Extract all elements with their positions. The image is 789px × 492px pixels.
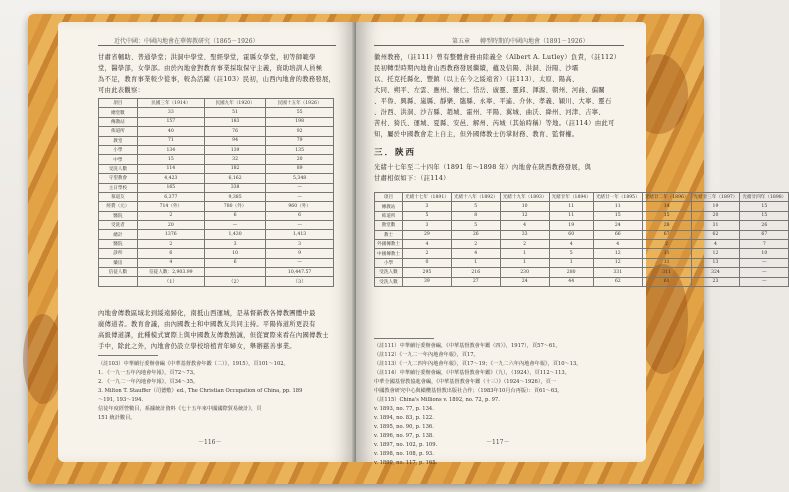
right-intro-text [374,52,628,140]
table-row [99,268,334,277]
table-cell: 3 [204,239,265,248]
table-cell: — [266,221,334,230]
footnote: 中國教會研究中心與橄欖基督教出版社合作；（1983年10月台再版）：頁61～63。 [374,388,563,394]
table-row [99,155,334,164]
text-line: 、汾西、洪洞、沙吉縣、趙城、霍州、平陽、翼城、曲沃、絳州、河津、吉寧、 [374,109,605,116]
table-cell: 27 [451,277,500,286]
table-cell: 61 [642,277,691,286]
table-row [375,230,789,239]
table-cell: 51 [204,108,265,117]
table-cell: 1376 [137,230,204,239]
table-header: 光緒十八年（1892） [451,193,500,202]
table-cell: 12 [593,258,642,267]
table-cell: 157 [137,117,204,126]
table-row [375,249,789,258]
table-cell: 外國傳教士 [375,239,403,248]
table-cell: 32 [204,155,265,164]
left-footnotes [98,360,338,423]
table-cell: 5,348 [266,174,334,183]
table-row [99,145,334,154]
table-header: 民國三年（1914） [137,99,204,108]
table-cell: — [266,258,334,267]
table-cell: 66 [593,230,642,239]
chapter-label: 第五章 [452,38,471,45]
text-line: 甘肅相似如下：（註114） [374,175,450,182]
table-cell: 2 [451,239,500,248]
table-cell: 信徒人數 [99,268,138,277]
table-cell: 4 [593,239,642,248]
footnote: （註112）《一九二一年內地會年報》，頁17。 [374,352,479,358]
table-cell: 280 [549,268,593,277]
table-cell: 198 [266,117,334,126]
table-cell: 67 [740,230,789,239]
table-header: 光緒廿一年（1895） [593,193,642,202]
table-cell: 79 [266,136,334,145]
table-cell: 傳教站 [99,117,138,126]
text-line: 廣傳道者。教育會議，由內國教士和中國教友共同主持。平陽佈道所更設有 [98,321,316,328]
table-header: 項目 [375,193,403,202]
table-row [375,211,789,220]
table-cell: 醫院 [99,211,138,220]
table-cell: 6,162 [204,174,265,183]
right-page [356,22,787,466]
table-header: 項目 [99,99,138,108]
table-cell: 守望教會 [99,174,138,183]
footnote: v. 1898, no. 108, p. 93. [374,451,434,457]
table-cell: 教士 [375,230,403,239]
table-row [99,202,334,211]
table-header: 光緒十九年（1893） [500,193,549,202]
table-cell: 76 [204,127,265,136]
table-cell: 24 [500,277,549,286]
footnote: 3. Milton T. Stauffer（司德敷）ed., The Christian Occupation of China, pp. 189 [98,388,303,394]
table-cell: 11 [642,258,691,267]
table-row [99,108,334,117]
table-cell: 6 [204,258,265,267]
table-header: 光緒廿年（1894） [549,193,593,202]
table-cell: 20 [691,211,740,220]
text-line: 徽州教務，（註111）曾有整體會務由陸義全（Albert A. Lutley）負責，（註112） [374,54,621,61]
table-cell: — [740,268,789,277]
table-cell: 4 [549,239,593,248]
table-cell: 4 [500,221,549,230]
table-cell: — [204,221,265,230]
table-cell: 5 [451,221,500,230]
table-cell: 1 [451,258,500,267]
left-page [58,22,356,462]
footnote-rule [374,338,434,339]
table-cell: 11 [549,211,593,220]
table-cell: 31 [691,221,740,230]
table-cell: 10,447.57 [266,268,334,277]
table-row [375,268,789,277]
table-cell: 55 [266,108,334,117]
left-page-header: 近代中國：中國內地會在華傳教研究（1865－1926） [114,38,259,45]
table-row [99,221,334,230]
header-rule [374,45,624,46]
footnote: （註103）中華續行委辦會編《中華基督教會年鑑（二）》，1915），頁101～102。 [98,361,289,367]
table-cell: 6,377 [137,192,204,201]
table-cell: 714（外） [137,202,204,211]
table-row [99,174,334,183]
table-cell: 15 [642,211,691,220]
table-cell: 9 [266,249,334,258]
table-cell: 1 [500,249,549,258]
page-number: －116－ [198,439,222,446]
table-cell: 經費（元） [99,202,138,211]
table-row [99,127,334,136]
table-cell: 11 [642,249,691,258]
table-cell: 165 [137,183,204,192]
table-row [375,202,789,211]
table-cell: 135 [266,145,334,154]
table-cell: 960（外） [266,202,334,211]
footnote: v. 1896, no. 97, p. 138. [374,433,434,439]
text-line: 以、托克托縣化、豐鎮（以上在今之綏遠省）（註113）、太原、陽高、 [374,76,579,83]
footnote: 151 統計數目。 [98,415,136,421]
table-row [99,239,334,248]
footnote-rule [98,355,158,356]
table-cell: — [266,192,334,201]
table-cell: 中國傳教士 [375,249,403,258]
table-cell: 4,423 [137,174,204,183]
section-text [374,162,628,184]
right-footnotes [374,342,634,468]
table-cell: 總計 [99,230,138,239]
table-cell: 5 [402,211,451,220]
table-cell: 311 [642,268,691,277]
table-cell: 2 [500,239,549,248]
table-header: 民國九年（1920） [204,99,265,108]
text-line: 堂，醫學部，女學部。由於內地會對教育事業採取保守主義，資助培訓人員極 [98,65,323,72]
table-row [99,211,334,220]
footnote: （註111）中華續行委辦會編，《中華基督教會年鑑（四）》，1917），頁57～61。 [374,343,561,349]
table-cell: 藥房 [99,258,138,267]
footnote: （註114）中華續行委辦會編，《中華基督教會年鑑》（九），（1924），頁112～113。 [374,370,570,376]
table-cell: 780（外） [204,202,265,211]
table-cell: 總堂數 [99,108,138,117]
table-cell: 4 [451,249,500,258]
table-cell: 230 [500,268,549,277]
text-line: 甘肅省輔助、普通學堂；洪洞中學堂、聖經學堂，霍縣女學堂，初等師範學 [98,54,316,61]
table-cell: 40 [137,127,204,136]
table-cell: 20 [137,221,204,230]
table-cell: 主日學校 [99,183,138,192]
table-cell: 受洗者 [99,221,138,230]
table-cell: 4 [402,239,451,248]
table-cell: 1,430 [204,230,265,239]
table-cell: 1 [500,258,549,267]
text-line: 民初轉型時期內地會山西教務發展繼續，蘊及信陽、洪洞、汾陽、沙壩 [374,65,579,72]
text-line: 可由此表觀察： [98,87,145,94]
table-cell: 2 [402,249,451,258]
text-line: 知，屬於中國教會走上自主，但外國傳教士仍掌財務、教育、監督權。 [374,131,579,138]
table-cell: 26 [740,221,789,230]
text-line: 手中，除此之外，內地會仍設立學校培植青年婦女，舉辦慈善事業。 [98,343,296,350]
table-cell: 33 [137,108,204,117]
table-cell: 338 [204,183,265,192]
table-cell: 5 [451,202,500,211]
footnote: 1. 《一九一五年內地會年報》，頁72～73。 [98,370,199,376]
table-cell: 1,413 [266,230,334,239]
table-cell: 佈道所 [99,127,138,136]
footnote: （註115）China's Millions v. 1892, no. 72, p. 97. [374,397,500,403]
table-cell: 182 [204,164,265,173]
footnote: v. 1894, no. 83, p. 122. [374,415,434,421]
table-cell: 33 [500,230,549,239]
table-cell: 26 [451,230,500,239]
table-cell: — [740,277,789,286]
table-cell: 6 [204,211,265,220]
left-intro-text [98,52,338,96]
footnote: v. 1893, no. 77, p. 134. [374,406,434,412]
footnote: 中華全國基督教協進會編，《中華基督教會年鑑（十三）》（1924～1926），頁一 [374,379,557,385]
table-cell: 71 [137,136,204,145]
table-cell [99,277,138,286]
footnote: 2. 《一九二一年內地會年報》，頁34～35。 [98,379,199,385]
table-cell: 10 [204,249,265,258]
text-line: 、平魯、興縣、嵐縣、靜樂、臨縣、永寧、平遙、介休、孝義、穎川、大寧、靈石 [374,98,612,105]
table-cell: 12 [691,249,740,258]
table-cell: 19 [691,202,740,211]
table-row [99,192,334,201]
text-line: 光緒十七年至二十四年（1891 年～1898 年）內地會在陝西教務發展，與 [374,164,592,171]
table-cell: 2 [642,239,691,248]
table-cell: 216 [451,268,500,277]
table-ref: （2） [204,277,265,286]
table-cell: 2 [137,239,204,248]
table-cell: 7 [740,239,789,248]
table-cell: 94 [204,136,265,145]
table-cell: 60 [549,230,593,239]
table-cell: 6 [137,249,204,258]
table-cell: 0 [402,258,451,267]
table-cell: 2 [137,211,204,220]
table-cell: 11 [549,202,593,211]
table-row [375,258,789,267]
table-cell: 15 [593,211,642,220]
table-cell: 28 [642,221,691,230]
table-cell [204,268,265,277]
table-header: 光緒廿三年（1897） [691,193,740,202]
table-cell: 慕道友 [99,192,138,201]
table-cell: 44 [549,277,593,286]
table-cell: 4 [691,239,740,248]
table-footnote-row [99,277,334,286]
table-cell: 331 [593,268,642,277]
table-cell: 診所 [99,249,138,258]
table-cell: 3 [402,202,451,211]
table-header: 民國十五年（1926） [266,99,334,108]
table-row [99,117,334,126]
table-header: 光緒廿四年（1898） [740,193,789,202]
table-cell: 23 [691,277,740,286]
table-cell: 受洗人數 [99,164,138,173]
text-line: 苦村、猗氏、運城、夏縣、安邑、解州、芮城（其始時稱）等地。（註114）由此可 [374,120,615,127]
table-cell: 小學 [99,145,138,154]
table-cell: 62 [593,277,642,286]
table-cell: 183 [204,117,265,126]
table-cell: 15 [137,155,204,164]
table-cell: 1 [549,258,593,267]
header-rule [98,45,336,46]
table-header: 光緒十七年（1891） [402,193,451,202]
table-cell: 12 [593,249,642,258]
table-cell: 10 [500,202,549,211]
table-cell: 教堂 [99,136,138,145]
table-row [375,277,789,286]
table-cell: 20 [266,155,334,164]
shanxi-statistics-table [98,98,334,287]
table-cell: 3 [266,239,334,248]
table-cell: 信徒人數：2,903.99 [137,268,204,277]
table-cell: 教堂數 [375,221,403,230]
table-header: 光緒廿二年（1896） [642,193,691,202]
table-row [99,249,334,258]
footnote: v. 1897, no. 102, p. 109. [374,442,438,448]
table-ref: （3） [266,277,334,286]
table-cell: 3 [402,221,451,230]
chapter-title: 轉型時期的中國內地會（1891－1926） [479,38,589,45]
right-page-header [452,36,588,45]
table-cell: 醫院 [99,239,138,248]
table-row [99,136,334,145]
text-line: 大同、朔平、左雲、應州、懷仁、岱岳、廣靈、靈邱、渾源、朝州、河曲、偏關 [374,87,605,94]
table-cell: 13 [691,258,740,267]
footnote: v. 1899, no. 117, p. 165. [374,460,438,466]
table-cell: 12 [500,211,549,220]
table-cell: 89 [266,164,334,173]
table-cell: 295 [402,268,451,277]
table-cell: 佈道所 [375,211,403,220]
table-ref: （1） [137,277,204,286]
table-cell: 67 [642,230,691,239]
page-number: －117－ [486,439,510,446]
table-row [99,183,334,192]
table-cell: 114 [137,164,204,173]
table-cell: 10 [740,249,789,258]
table-cell: 5 [549,249,593,258]
table-cell: 324 [691,268,740,277]
text-line: 內地會傳教區域北到綏遠歸化，南抵山西運城，是基督新教各傳教團體中最 [98,310,316,317]
table-cell: 134 [137,145,204,154]
footnote: ～191, 193～194. [98,397,144,403]
section-title: 三．陝西 [374,148,417,158]
table-cell: — [266,183,334,192]
table-row [99,258,334,267]
shaanxi-statistics-table [374,192,789,287]
table-cell: 中學 [99,155,138,164]
table-row [375,239,789,248]
table-cell: 受洗人數 [375,277,403,286]
table-row [375,221,789,230]
table-cell: 15 [740,202,789,211]
table-cell: 39 [402,277,451,286]
table-cell: 6 [266,211,334,220]
table-cell: 11 [593,202,642,211]
table-cell: 19 [549,221,593,230]
table-cell: 傳教站 [375,202,403,211]
table-cell: 14 [642,202,691,211]
table-cell: 24 [593,221,642,230]
footnote: （註113）《一九二四年內地會年報》，頁17～19；《一九二六年內地會年報》，頁10～13。 [374,361,582,367]
table-cell: 小學 [375,258,403,267]
table-row [99,230,334,239]
cover-pattern [23,314,63,404]
left-after-text [98,308,338,352]
table-row [99,164,334,173]
table-cell: 139 [204,145,265,154]
footnote: v. 1895, no. 90, p. 136. [374,424,434,430]
table-cell: 29 [402,230,451,239]
table-cell: 15 [740,211,789,220]
table-cell: — [740,258,789,267]
table-cell: 92 [266,127,334,136]
text-line: 為不足，教育事業較少從事，較為活躍（註103）民初，山西內地會的教務發展， [98,76,336,83]
table-cell: 受洗人數 [375,268,403,277]
table-cell: 4 [137,258,204,267]
table-cell: 8 [451,211,500,220]
table-cell: 62 [691,230,740,239]
table-cell: 9,385 [204,192,265,201]
text-line: 高級傳道課，此種模式實際上與中國教友傳教熱誠，但從實際來看在內國傳教士 [98,332,329,339]
footnote: 信徒年度經營數目，系據統計資料《七十五年來中國國際貿易統計》，頁 [98,406,262,412]
